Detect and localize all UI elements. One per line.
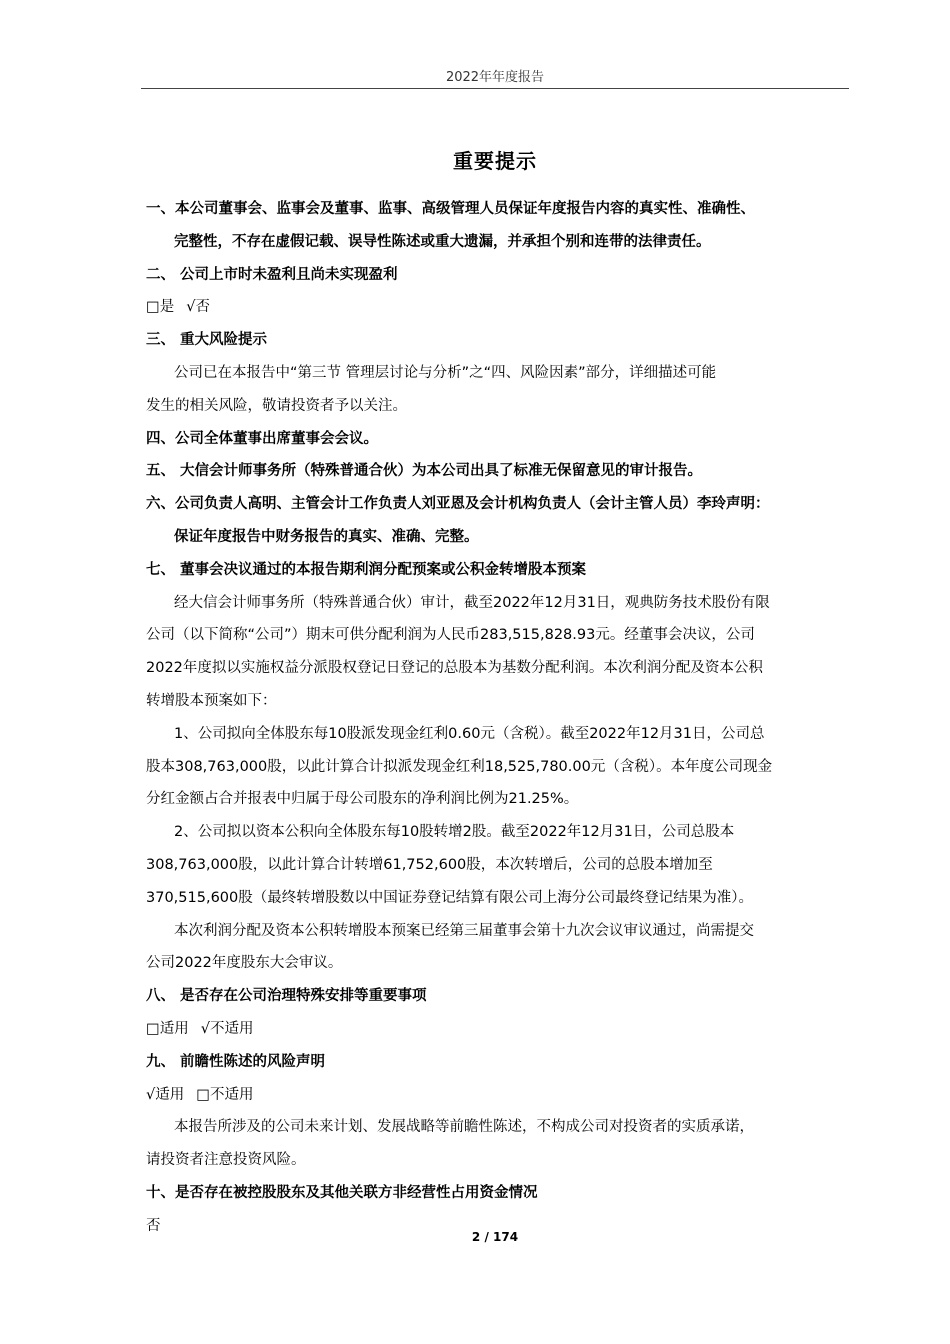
section-10-heading: 十、是否存在被控股股东及其他关联方非经营性占用资金情况 [146, 1184, 538, 1201]
section-9-heading: 九、 前瞻性陈述的风险声明 [146, 1053, 326, 1070]
header-divider [141, 88, 849, 89]
section-2-heading: 二、 公司上市时未盈利且尚未实现盈利 [146, 266, 398, 283]
section-7-p3-line: 370,515,600股（最终转增股数以中国证券登记结算有限公司上海分公司最终登记结果为准）。 [146, 889, 753, 906]
section-7-p2-line: 股本308,763,000股，以此计算合计拟派发现金红利18,525,780.00元（含税）。本年度公司现金 [146, 758, 773, 775]
section-7-p3-line: 2、公司拟以资本公积向全体股东每10股转增2股。截至2022年12月31日，公司总股本 [174, 824, 735, 841]
section-8-options [146, 1013, 851, 1046]
section-3-heading: 三、 重大风险提示 [146, 332, 268, 349]
page-number: 2 / 174 [471, 1230, 519, 1244]
section-2-options [146, 291, 851, 324]
section-7-p1-line: 2022年度拟以实施权益分派股权登记日登记的总股本为基数分配利润。本次利润分配及资本公积 [146, 660, 763, 677]
section-6-line-2: 保证年度报告中财务报告的真实、准确、完整。 [174, 528, 479, 545]
option-applicable: □适用 [146, 1020, 189, 1037]
section-7-p4-line: 本次利润分配及资本公积转增股本预案已经第三届董事会第十九次会议审议通过，尚需提交 [174, 922, 754, 939]
document-body [146, 193, 851, 1243]
section-6-line-1: 六、公司负责人高明、主管会计工作负责人刘亚恩及会计机构负责人（会计主管人员）李玲声明： [146, 496, 770, 513]
section-3-line-2: 发生的相关风险，敬请投资者予以关注。 [146, 397, 407, 414]
option-not-applicable: √不适用 [200, 1020, 254, 1037]
section-10-answer: 否 [146, 1217, 161, 1234]
section-1-line-1: 一、本公司董事会、监事会及董事、监事、高级管理人员保证年度报告内容的真实性、准确性、 [146, 201, 755, 217]
section-3-line-1: 公司已在本报告中“第三节 管理层讨论与分析”之“四、风险因素”部分，详细描述可能 [174, 364, 717, 381]
option-no: √否 [186, 299, 210, 316]
page-title: 重要提示 [453, 149, 537, 173]
section-4-heading: 四、公司全体董事出席董事会会议。 [146, 430, 378, 447]
section-7-p3-line: 308,763,000股，以此计算合计转增61,752,600股，本次转增后，公司的总股本增加至 [146, 856, 713, 873]
section-7-p1-line: 转增股本预案如下： [146, 692, 277, 709]
section-7-p1-line: 公司（以下简称“公司”）期末可供分配利润为人民币283,515,828.93元。经董事会决议，公司 [146, 627, 755, 644]
section-7-heading: 七、 董事会决议通过的本报告期利润分配预案或公积金转增股本预案 [146, 561, 587, 578]
option-yes: □是 [146, 299, 175, 316]
section-5-heading: 五、 大信会计师事务所（特殊普通合伙）为本公司出具了标准无保留意见的审计报告。 [146, 463, 703, 480]
running-header: 2022年年度报告 [445, 70, 545, 85]
section-7-p1-line: 经大信会计师事务所（特殊普通合伙）审计，截至2022年12月31日，观典防务技术股份有限 [174, 594, 770, 611]
section-9-line-1: 本报告所涉及的公司未来计划、发展战略等前瞻性陈述，不构成公司对投资者的实质承诺， [174, 1119, 754, 1136]
section-8-heading: 八、 是否存在公司治理特殊安排等重要事项 [146, 988, 427, 1005]
section-9-line-2: 请投资者注意投资风险。 [146, 1152, 306, 1169]
section-1-line-2: 完整性，不存在虚假记载、误导性陈述或重大遗漏，并承担个别和连带的法律责任。 [174, 233, 711, 250]
section-9-options [146, 1079, 851, 1112]
section-7-p2-line: 1、公司拟向全体股东每10股派发现金红利0.60元（含税）。截至2022年12月31日，公司总 [174, 725, 765, 742]
section-7-p4-line: 公司2022年度股东大会审议。 [146, 955, 343, 972]
option-applicable: √适用 [146, 1086, 185, 1103]
section-7-p2-line: 分红金额占合并报表中归属于母公司股东的净利润比例为21.25%。 [146, 791, 579, 808]
option-not-applicable: □不适用 [196, 1086, 254, 1103]
